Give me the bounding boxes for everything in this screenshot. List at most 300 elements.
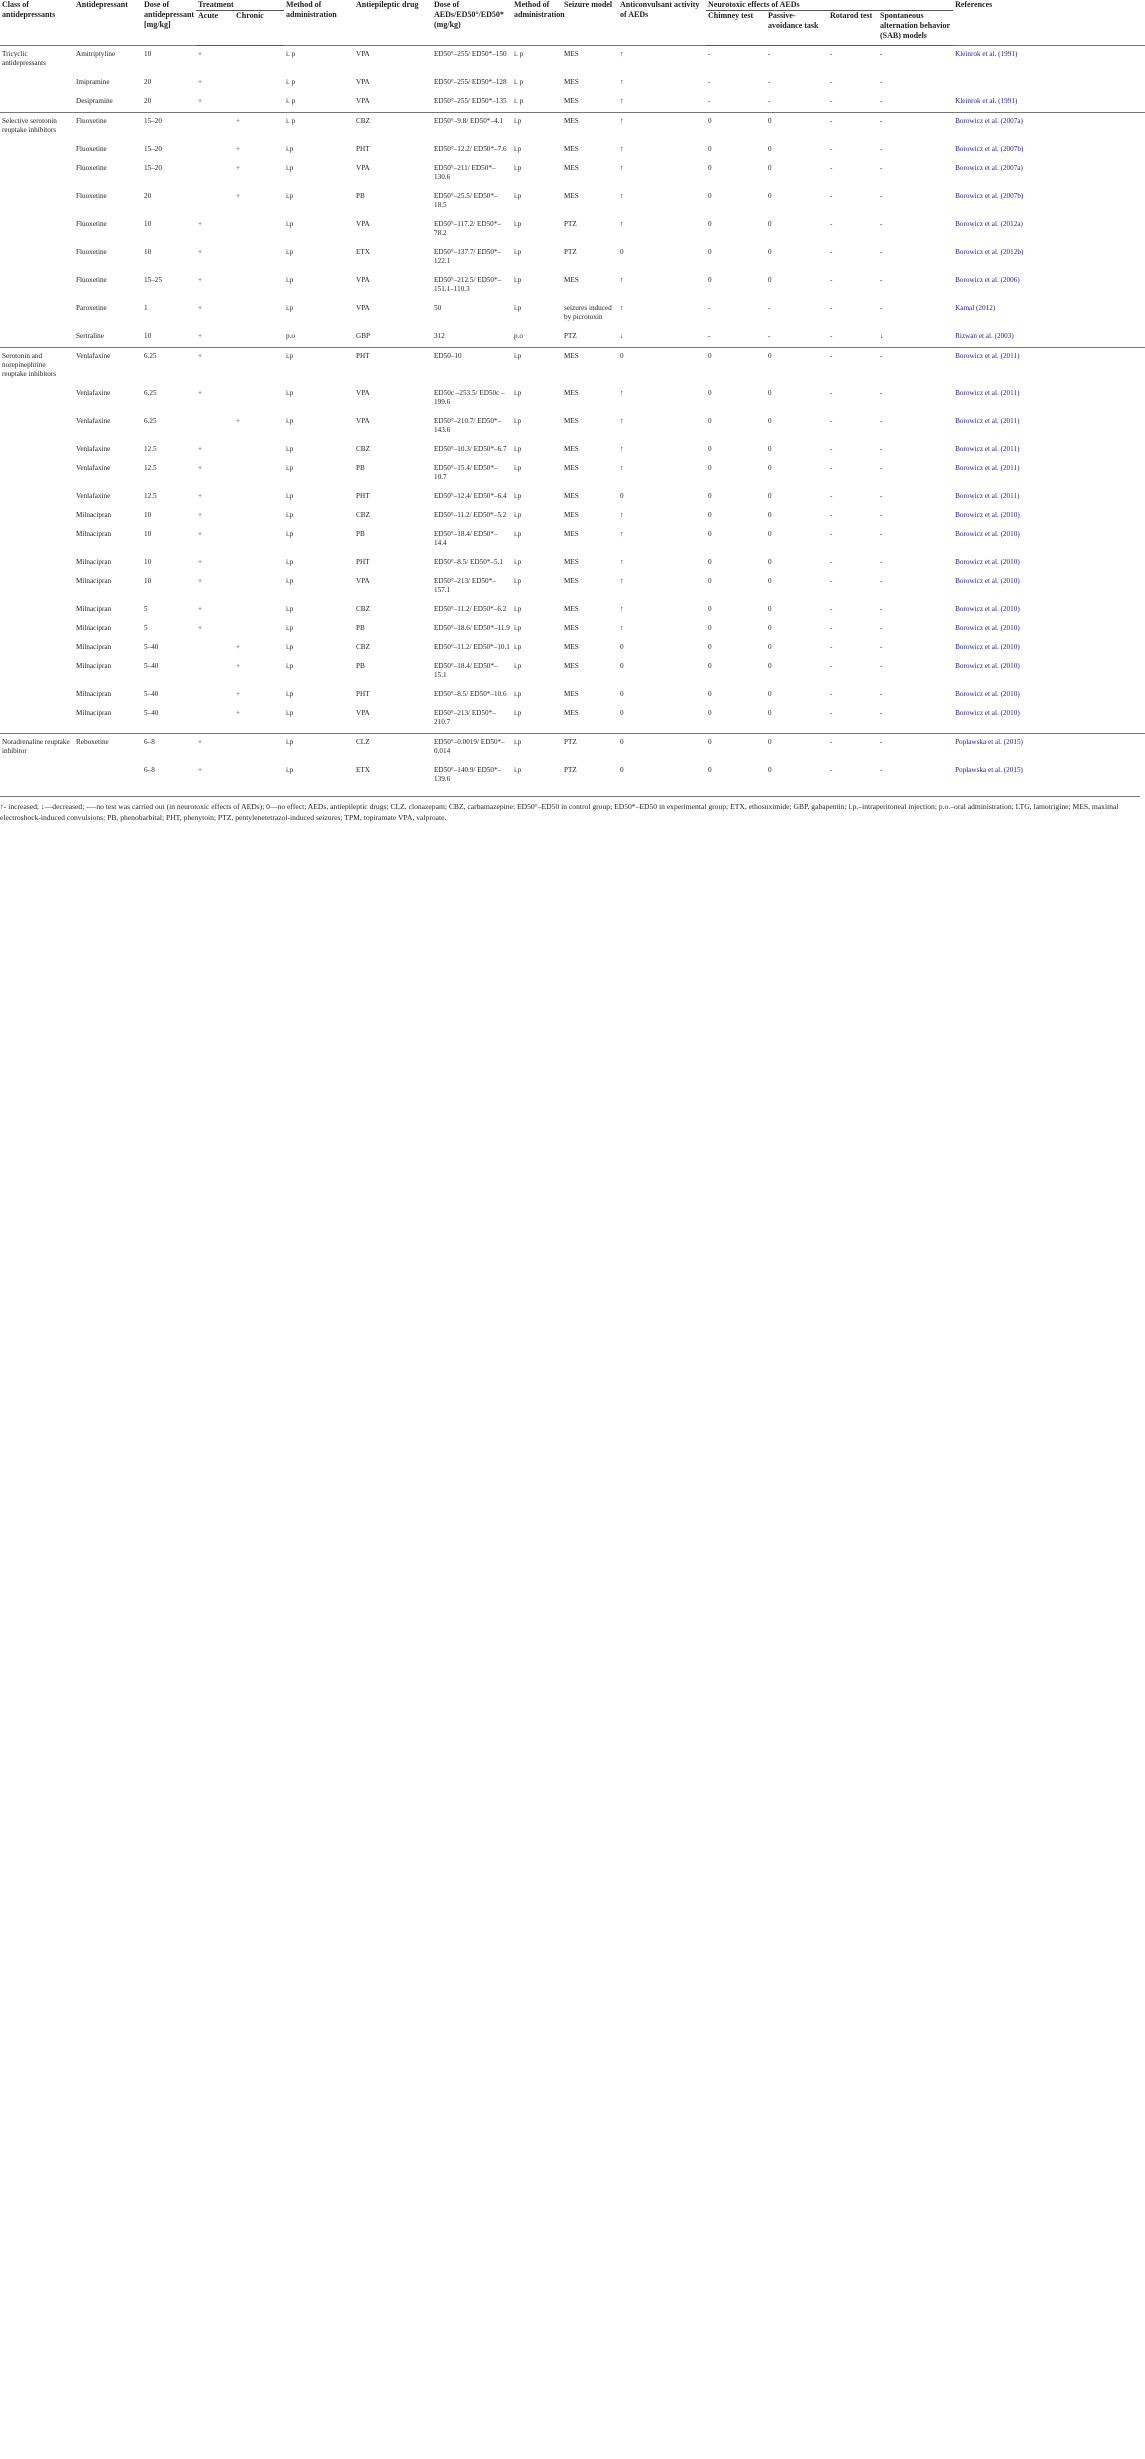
cell-dose: 5 [144,624,148,632]
cell-passive: 0 [766,113,828,142]
cell-chronic [234,620,284,639]
cell-anticonvulsant: 0 [620,766,624,774]
cell-reference[interactable]: Borowicz et al. (2011) [955,389,1020,397]
cell-rotarod: - [830,530,833,538]
cell-method-1: i.p [286,464,294,472]
cell-antidepressant: Paroxetine [76,304,107,312]
cell-seizure-model: MES [564,558,579,566]
cell-method-2: i.p [514,766,522,774]
cell-chimney: 0 [706,113,766,142]
cell-seizure-model: MES [564,624,579,632]
cell-seizure-model: MES [564,577,579,585]
cell-aed: VPA [356,577,370,585]
cell-antidepressant: Milnacipran [76,662,112,670]
header-passive: Passive-avoidance task [766,11,828,46]
table-row [0,705,1145,734]
cell-sab: - [878,113,953,142]
cell-rotarod: - [830,643,833,651]
cell-sab: - [878,734,953,763]
header-class: Class of antidepressants [2,0,56,19]
table-row [0,554,1145,573]
cell-rotarod: - [830,690,833,698]
cell-aed: CBZ [356,643,370,651]
cell-method-1: i.p [284,734,354,763]
cell-method-1: i. p [286,78,296,86]
header-chimney: Chimney test [706,11,766,46]
cell-dose: 10 [144,220,152,228]
cell-method-2: i. p [514,78,524,86]
cell-reference [953,74,1145,93]
cell-anticonvulsant: ↑ [620,276,624,284]
cell-anticonvulsant: ↑ [620,605,624,613]
cell-reference[interactable]: Kleinrok et al. (1991) [953,46,1145,75]
cell-passive: 0 [768,766,772,774]
cell-dose-aed: ED50°–11.2/ ED50*–6.2 [434,605,507,613]
antidepressant-aed-table [0,0,1145,790]
cell-rotarod: - [830,605,833,613]
cell-passive: 0 [768,492,772,500]
cell-reference[interactable]: Borowicz et al. (2012b) [955,248,1024,256]
cell-dose: 5–40 [144,709,159,717]
table-row [0,46,1145,75]
table-header-row [0,0,1145,11]
cell-reference[interactable]: Borowicz et al. (2011) [955,445,1020,453]
cell-chimney: 0 [706,734,766,763]
cell-sab: ↓ [880,332,884,340]
cell-seizure-model: MES [564,417,579,425]
cell-method-2: i.p [514,530,522,538]
cell-seizure-model: PTZ [562,734,618,763]
cell-antidepressant: Venlafaxine [76,464,111,472]
cell-dose: 12.5 [144,445,157,453]
cell-reference[interactable]: Borowicz et al. (2010) [955,709,1020,717]
cell-chimney: 0 [708,709,712,717]
cell-dose-aed: ED50°–12.2/ ED50*–7.6 [434,145,507,153]
cell-method-1: i.p [286,145,294,153]
table-footnote: ↑- increased; ↓—decreased; -—no test was carried out (in neurotoxic effects of AEDs); 0—no effect; AEDs, antiepileptic drugs; CLZ, clonazepam; CBZ, carbamazepine; ED50°–ED50 in control group; ED50*–ED50 in experimental group; ETX, ethosuximide; GBP, gabapentin; i.p.–intraperitoneal injection; p.o.–oral administration; LTG, lamotrigine; MES, maximal electroshock-induced convulsions; PB, phenobarbital; PHT, phenytoin; PTZ, pentylenetetrazol-induced seizures; TPM, topiramate VPA, valproate. [0,796,1140,823]
header-treatment: Treatment [196,0,284,11]
cell-method-2: i.p [514,577,522,585]
cell-reference[interactable]: Kamal (2012) [955,304,996,312]
cell-rotarod: - [830,511,833,519]
cell-antidepressant: Reboxetine [74,734,142,763]
cell-aed: CBZ [354,113,432,142]
cell-dose-aed: ED50°–10.3/ ED50*–6.7 [434,445,507,453]
cell-acute: + [198,445,203,453]
cell-acute [196,188,234,216]
header-method-2: Method of administration [514,0,565,19]
cell-reference[interactable]: Borowicz et al. (2010) [955,643,1020,651]
header-seizure-model: Seizure model [564,0,613,9]
cell-acute: + [198,276,203,284]
cell-chronic [234,573,284,601]
cell-passive: 0 [768,164,772,172]
table-row [0,216,1145,244]
cell-reference[interactable]: Borowicz et al. (2007a) [955,164,1023,172]
cell-aed: VPA [354,46,432,75]
cell-chronic: + [234,113,284,142]
cell-passive: 0 [768,220,772,228]
cell-reference[interactable]: Borowicz et al. (2006) [955,276,1020,284]
cell-chronic [234,93,284,113]
cell-method-2: i.p [514,192,522,200]
cell-reference[interactable]: Borowicz et al. (2010) [955,690,1020,698]
cell-anticonvulsant: ↑ [620,97,624,105]
cell-chimney: 0 [708,164,712,172]
cell-rotarod: - [830,220,833,228]
table-row [0,488,1145,507]
cell-dose: 10 [144,332,152,340]
cell-chimney: 0 [708,530,712,538]
cell-dose: 5 [144,605,148,613]
cell-class [0,141,74,160]
cell-anticonvulsant: 0 [620,690,624,698]
cell-acute: + [198,248,203,256]
cell-chronic [234,734,284,763]
cell-acute: + [196,348,234,386]
cell-acute: + [198,97,203,105]
cell-rotarod: - [830,276,833,284]
cell-passive: - [768,304,771,312]
cell-chronic: + [236,662,241,670]
cell-sab: - [880,709,883,717]
cell-chimney: 0 [708,662,712,670]
cell-antidepressant: Milnacipran [76,690,112,698]
cell-reference[interactable]: Borowicz et al. (2011) [955,492,1020,500]
cell-dose-aed: ED50°–212.5/ ED50*– 151.1–110.3 [434,276,502,293]
cell-rotarod: - [830,248,833,256]
cell-aed: CBZ [356,445,370,453]
cell-antidepressant: Milnacipran [76,558,112,566]
cell-antidepressant: Milnacipran [76,530,112,538]
cell-aed: PB [356,464,365,472]
cell-antidepressant: Milnacipran [76,577,112,585]
cell-aed: PHT [356,145,370,153]
cell-method-2: i.p [514,417,522,425]
cell-sab: - [880,417,883,425]
cell-chronic [234,328,284,348]
cell-seizure-model: MES [564,662,579,670]
header-dose-aed: Dose of AEDs/ED50°/ED50* (mg/kg) [434,0,504,29]
cell-method-1: p.o [286,332,295,340]
cell-dose: 10 [144,530,152,538]
cell-seizure-model: MES [562,46,618,75]
cell-dose-aed: ED50°–18.4/ ED50*–15.1 [434,662,498,679]
cell-method-2: i.p [514,145,522,153]
cell-method-2: i.p [514,690,522,698]
table-row [0,734,1145,763]
cell-seizure-model: MES [564,389,579,397]
cell-method-2: i.p [514,464,522,472]
table-row [0,93,1145,113]
cell-method-1: i.p [286,445,294,453]
cell-chronic [234,74,284,93]
cell-method-2: i. p [514,97,524,105]
cell-aed: PB [356,530,365,538]
cell-seizure-model: PTZ [564,248,577,256]
cell-dose-aed: ED50°–140.9/ ED50*–139.6 [434,766,502,783]
cell-passive: 0 [768,530,772,538]
cell-method-1: i.p [286,164,294,172]
table-row [0,507,1145,526]
cell-reference[interactable]: Popławska et al. (2015) [953,734,1145,763]
cell-class [0,705,74,734]
cell-acute: + [198,530,203,538]
cell-reference[interactable]: Borowicz et al. (2010) [955,511,1020,519]
cell-class [0,188,74,216]
cell-acute: + [198,464,203,472]
cell-sab: - [880,690,883,698]
cell-reference[interactable]: Kleinrok et al. (1991) [955,97,1018,105]
cell-chimney: 0 [708,276,712,284]
table-row [0,686,1145,705]
cell-anticonvulsant: ↑ [620,464,624,472]
table-row [0,74,1145,93]
cell-reference[interactable]: Borowicz et al. (2012a) [955,220,1023,228]
cell-method-2: i. p [512,46,562,75]
cell-method-1: i.p [286,192,294,200]
cell-reference[interactable]: Borowicz et al. (2007a) [953,113,1145,142]
cell-anticonvulsant: 0 [620,709,624,717]
header-acute: Acute [196,11,234,46]
cell-chimney: 0 [708,389,712,397]
cell-sab: - [880,605,883,613]
cell-antidepressant: Venlafaxine [76,445,111,453]
cell-class [0,554,74,573]
cell-acute: + [196,734,234,763]
cell-chronic: + [236,690,241,698]
cell-aed: GBP [356,332,370,340]
cell-reference[interactable]: Borowicz et al. (2010) [955,577,1020,585]
cell-rotarod: - [830,445,833,453]
cell-anticonvulsant: ↑ [620,558,624,566]
cell-class [0,507,74,526]
cell-class [0,526,74,554]
cell-method-2: p.o [514,332,523,340]
cell-passive: 0 [768,145,772,153]
cell-rotarod: - [830,709,833,717]
cell-chimney: - [708,97,711,105]
cell-chimney: 0 [708,417,712,425]
cell-method-2: i.p [514,624,522,632]
cell-seizure-model: MES [564,164,579,172]
cell-dose-aed: ED50°–18.6/ ED50*–11.9 [434,624,510,632]
cell-passive: 0 [768,605,772,613]
cell-method-1: i.p [286,220,294,228]
cell-reference[interactable]: Borowicz et al. (2011) [955,417,1020,425]
cell-chimney: - [708,304,711,312]
header-neurotoxic: Neurotoxic effects of AEDs [706,0,953,11]
cell-seizure-model: MES [564,492,579,500]
cell-passive: 0 [768,464,772,472]
header-method-1: Method of administration [286,0,337,19]
cell-rotarod: - [830,492,833,500]
cell-dose: 15–20 [144,145,162,153]
cell-dose-aed: ED50°–0.0019/ ED50*–0.014 [432,734,512,763]
cell-seizure-model: seizures induced by picrotoxin [564,304,612,321]
cell-method-2: i.p [512,113,562,142]
cell-dose-aed: ED50°–8.5/ ED50*–5.1 [434,558,503,566]
cell-rotarod: - [830,662,833,670]
cell-reference[interactable]: Borowicz et al. (2007b) [955,145,1024,153]
cell-acute [196,686,234,705]
cell-acute [196,705,234,734]
cell-anticonvulsant: ↑ [620,192,624,200]
cell-dose: 5–40 [144,662,159,670]
cell-rotarod: - [828,113,878,142]
cell-method-1: i.p [286,530,294,538]
cell-sab: - [880,145,883,153]
cell-reference[interactable]: Borowicz et al. (2010) [955,662,1020,670]
cell-rotarod: - [830,389,833,397]
cell-dose: 5–40 [144,690,159,698]
cell-chimney: 0 [708,464,712,472]
cell-acute [196,413,234,441]
cell-antidepressant: Venlafaxine [76,417,111,425]
cell-chimney: 0 [706,348,766,386]
table-body [0,46,1145,791]
cell-acute [196,160,234,188]
cell-method-2: i.p [514,643,522,651]
table-row [0,272,1145,300]
cell-antidepressant: Amitriptyline [74,46,142,75]
cell-anticonvulsant: 0 [620,662,624,670]
cell-method-1: i.p [286,558,294,566]
cell-rotarod: - [830,192,833,200]
cell-class [0,658,74,686]
cell-method-2: i.p [514,276,522,284]
cell-sab: - [880,624,883,632]
cell-sab: - [880,530,883,538]
cell-passive: 0 [768,276,772,284]
cell-rotarod: - [830,78,833,86]
cell-acute: + [198,511,203,519]
cell-acute: + [198,332,203,340]
cell-seizure-model: MES [564,445,579,453]
cell-seizure-model: MES [564,643,579,651]
table-row [0,601,1145,620]
cell-chronic [234,385,284,413]
cell-chronic [234,601,284,620]
cell-anticonvulsant: ↑ [620,530,624,538]
cell-sab: - [880,643,883,651]
cell-class [0,601,74,620]
table-row [0,441,1145,460]
cell-dose: 6.25 [144,417,157,425]
cell-aed: VPA [356,417,370,425]
cell-sab: - [880,577,883,585]
cell-passive: - [766,46,828,75]
cell-chimney: 0 [708,220,712,228]
cell-method-1: i.p [286,304,294,312]
cell-method-1: i.p [286,276,294,284]
cell-seizure-model: MES [564,192,579,200]
cell-chronic [234,216,284,244]
cell-reference[interactable]: Borowicz et al. (2010) [955,605,1020,613]
cell-method-1: i. p [286,97,296,105]
cell-passive: - [768,97,771,105]
cell-antidepressant: Fluoxetine [76,192,107,200]
cell-aed: PHT [356,558,370,566]
cell-aed: PHT [356,690,370,698]
cell-chronic: + [236,643,241,651]
cell-reference[interactable]: Borowicz et al. (2007b) [955,192,1024,200]
cell-anticonvulsant: ↑ [620,445,624,453]
cell-dose-aed: ED50°–137.7/ ED50*–122.1 [434,248,502,265]
cell-acute: + [198,492,203,500]
cell-reference[interactable]: Borowicz et al. (2011) [955,464,1020,472]
table-row [0,639,1145,658]
cell-seizure-model: MES [564,709,579,717]
cell-reference[interactable]: Popławska et al. (2015) [955,766,1023,774]
header-anticonvulsant: Anticonvulsant activity of AEDs [620,0,700,19]
cell-passive: 0 [768,248,772,256]
cell-method-1: i.p [286,417,294,425]
cell-chronic [234,762,284,790]
cell-antidepressant: Fluoxetine [76,276,107,284]
cell-sab: - [880,464,883,472]
cell-reference[interactable]: Borowicz et al. (2010) [955,530,1020,538]
cell-method-2: i.p [514,605,522,613]
cell-class [0,385,74,413]
cell-seizure-model: MES [562,113,618,142]
cell-dose: 6–8 [144,766,155,774]
cell-acute: + [198,624,203,632]
cell-rotarod: - [830,145,833,153]
cell-rotarod: - [828,734,878,763]
cell-reference[interactable]: Borowicz et al. (2010) [955,624,1020,632]
page [0,0,1145,863]
cell-sab: - [880,276,883,284]
cell-dose: 10 [144,248,152,256]
cell-method-2: i.p [514,248,522,256]
cell-chimney: 0 [708,445,712,453]
cell-antidepressant: Sertraline [76,332,104,340]
cell-class [0,74,74,93]
cell-class [0,93,74,113]
cell-chronic [234,46,284,75]
cell-dose: 20 [144,97,152,105]
cell-dose: 10 [144,558,152,566]
cell-chimney: 0 [708,248,712,256]
cell-antidepressant [74,762,142,790]
cell-acute: + [198,389,203,397]
cell-rotarod: - [828,348,878,386]
cell-reference[interactable]: Borowicz et al. (2010) [955,558,1020,566]
cell-passive: 0 [768,662,772,670]
cell-aed: VPA [356,97,370,105]
cell-aed: VPA [356,389,370,397]
cell-passive: 0 [768,577,772,585]
cell-reference[interactable]: Rizwan et al. (2003) [955,332,1014,340]
cell-method-2: i.p [514,709,522,717]
cell-seizure-model: MES [564,276,579,284]
cell-seizure-model: MES [564,605,579,613]
header-antidepressant: Antidepressant [76,0,128,9]
cell-seizure-model: MES [562,348,618,386]
cell-method-2: i.p [514,445,522,453]
cell-anticonvulsant: ↑ [618,46,706,75]
cell-dose-aed: ED50°–15.4/ ED50*–10.7 [434,464,498,481]
cell-acute: + [196,46,234,75]
cell-chronic [234,488,284,507]
cell-reference[interactable]: Borowicz et al. (2011) [953,348,1145,386]
cell-aed: VPA [356,220,370,228]
cell-method-1: i.p [286,709,294,717]
cell-seizure-model: MES [564,530,579,538]
cell-antidepressant: Fluoxetine [76,248,107,256]
cell-class [0,441,74,460]
